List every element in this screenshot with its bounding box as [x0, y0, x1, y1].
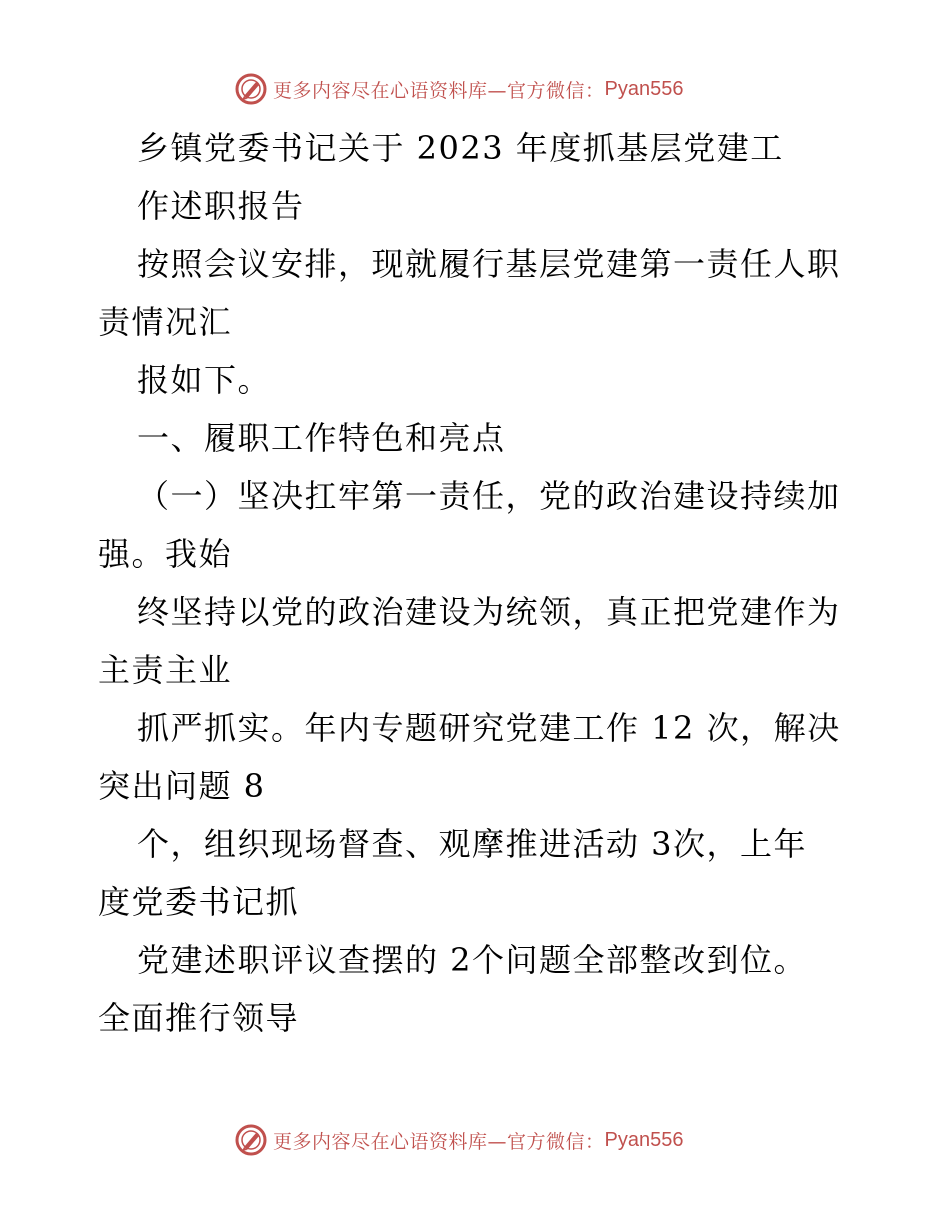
pen-seal-icon	[234, 72, 268, 106]
paragraph-line: 主责主业	[98, 651, 233, 689]
subsection-heading: （一）坚决扛牢第一责任，党的政治建设持续加	[137, 477, 841, 515]
document-title-line-1: 乡镇党委书记关于 2023 年度抓基层党建工	[137, 129, 784, 167]
paragraph-line: 抓严抓实。年内专题研究党建工作 12 次，解决	[137, 709, 841, 747]
paragraph-line: 个，组织现场督查、观摩推进活动 3次，上年	[137, 825, 808, 863]
paragraph-line: 责情况汇	[98, 303, 233, 341]
paragraph-line: 党建述职评议查摆的 2个问题全部整改到位。	[137, 941, 808, 979]
watermark-wechat-id: Pyan556	[604, 1128, 684, 1151]
section-heading: 一、履职工作特色和亮点	[137, 419, 506, 457]
document-title-line-2: 作述职报告	[137, 187, 305, 225]
paragraph-line: 强。我始	[98, 535, 233, 573]
watermark-text: 更多内容尽在心语资料库—官方微信：	[273, 1130, 605, 1153]
watermark-banner-bottom	[234, 1122, 683, 1158]
paragraph-line: 度党委书记抓	[98, 883, 300, 921]
paragraph-line: 按照会议安排，现就履行基层党建第一责任人职	[137, 245, 841, 283]
watermark-wechat-id: Pyan556	[604, 77, 684, 100]
paragraph-line: 终坚持以党的政治建设为统领，真正把党建作为	[137, 593, 841, 631]
watermark-banner-top	[234, 71, 683, 107]
paragraph-line: 全面推行领导	[98, 999, 300, 1037]
pen-seal-icon	[234, 1123, 268, 1157]
paragraph-line: 突出问题 8	[98, 767, 266, 805]
paragraph-line: 报如下。	[137, 361, 272, 399]
watermark-text: 更多内容尽在心语资料库—官方微信：	[273, 79, 605, 102]
